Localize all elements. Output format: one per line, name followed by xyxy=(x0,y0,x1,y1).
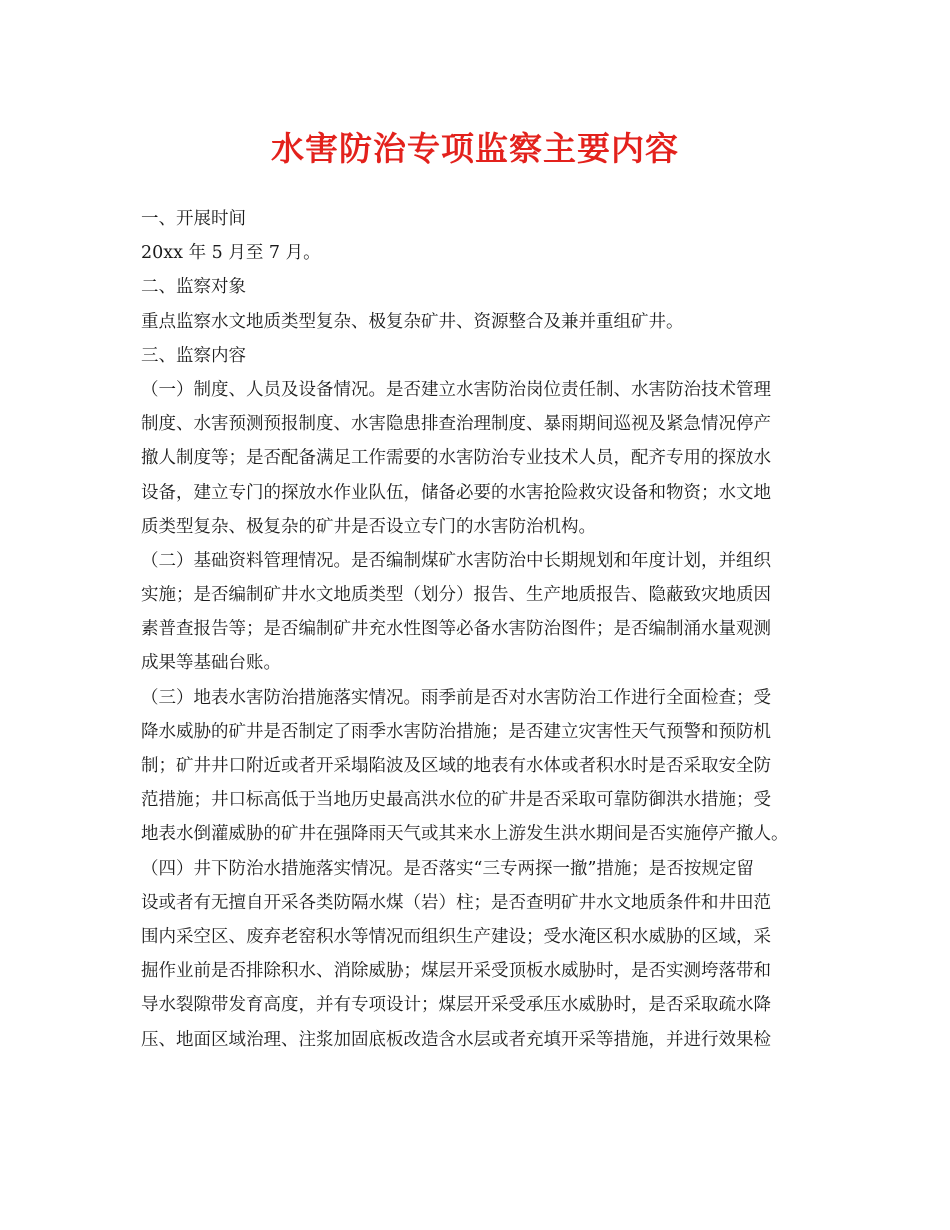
section-heading-content: 三、监察内容 xyxy=(141,345,246,366)
text-line: 设或者有无擅自开采各类防隔水煤（岩）柱；是否查明矿井水文地质条件和井田范 xyxy=(141,892,771,913)
text-line: 素普查报告等；是否编制矿井充水性图等必备水害防治图件；是否编制涌水量观测 xyxy=(141,619,771,640)
section-heading-time: 一、开展时间 xyxy=(141,209,246,229)
text-line: 压、地面区域治理、注浆加固底板改造含水层或者充填开采等措施，并进行效果检 xyxy=(141,1029,771,1050)
text-line: 制度、水害预测预报制度、水害隐患排查治理制度、暴雨期间巡视及紧急情况停产 xyxy=(141,414,771,435)
text-line: （四）井下防治水措施落实情况。是否落实“三专两探一撤”措施；是否按规定留 xyxy=(141,858,754,879)
document-title: 水害防治专项监察主要内容 xyxy=(271,129,679,168)
text-line: （一）制度、人员及设备情况。是否建立水害防治岗位责任制、水害防治技术管理 xyxy=(141,379,771,400)
text-line: 地表水倒灌威胁的矿井在强降雨天气或其来水上游发生洪水期间是否实施停产撤人。 xyxy=(141,824,789,845)
text-line: 范措施；井口标高低于当地历史最高洪水位的矿井是否采取可靠防御洪水措施；受 xyxy=(141,790,771,811)
section-heading-target: 二、监察对象 xyxy=(141,277,246,298)
text-line: 导水裂隙带发育高度，并有专项设计；煤层开采受承压水威胁时，是否采取疏水降 xyxy=(141,995,771,1016)
text-line: 围内采空区、废弃老窑积水等情况而组织生产建设；受水淹区积水威胁的区域，采 xyxy=(141,926,771,947)
text-line: 制；矿井井口附近或者开采塌陷波及区域的地表有水体或者积水时是否采取安全防 xyxy=(141,756,771,776)
text-line: 质类型复杂、极复杂的矿井是否设立专门的水害防治机构。 xyxy=(141,516,596,537)
text-line: 降水威胁的矿井是否制定了雨季水害防治措施；是否建立灾害性天气预警和预防机 xyxy=(141,721,771,742)
text-line: 撤人制度等；是否配备满足工作需要的水害防治专业技术人员，配齐专用的探放水 xyxy=(141,448,771,469)
text-line: （二）基础资料管理情况。是否编制煤矿水害防治中长期规划和年度计划，并组织 xyxy=(141,550,771,571)
document-body xyxy=(141,202,821,1057)
text-line: 掘作业前是否排除积水、消除威胁；煤层开采受顶板水威胁时，是否实测垮落带和 xyxy=(141,961,771,982)
text-line: 重点监察水文地质类型复杂、极复杂矿井、资源整合及兼并重组矿井。 xyxy=(141,311,684,332)
text-line: 实施；是否编制矿井水文地质类型（划分）报告、生产地质报告、隐蔽致灾地质因 xyxy=(141,585,771,606)
text-line: 设备，建立专门的探放水作业队伍，储备必要的水害抢险救灾设备和物资；水文地 xyxy=(141,482,771,503)
text-line: （三）地表水害防治措施落实情况。雨季前是否对水害防治工作进行全面检查；受 xyxy=(141,687,771,708)
text-line: 20xx 年 5 月至 7 月。 xyxy=(141,243,321,264)
text-line: 成果等基础台账。 xyxy=(141,653,281,674)
